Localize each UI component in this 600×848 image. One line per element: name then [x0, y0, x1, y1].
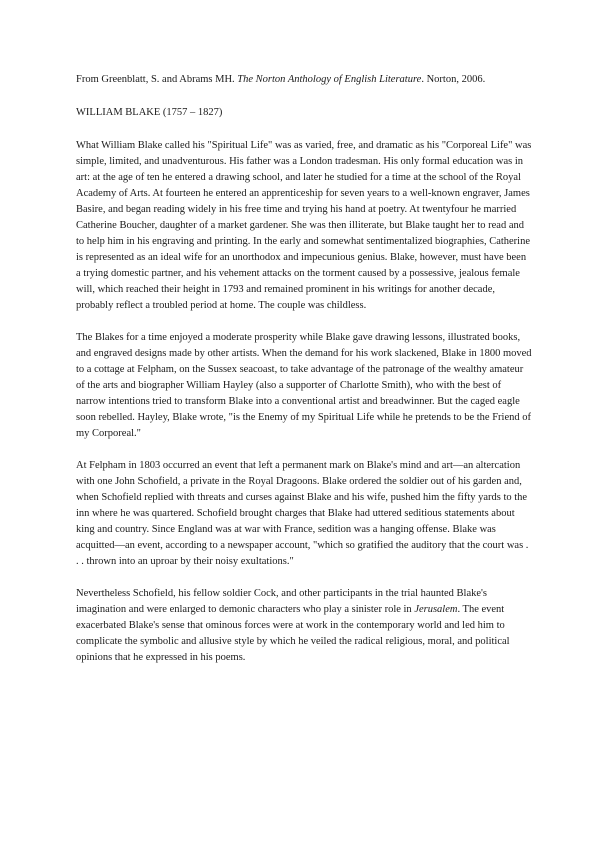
document-page — [76, 72, 532, 666]
citation-authors: From Greenblatt, S. and Abrams MH. — [76, 74, 238, 85]
paragraph-jerusalem-end: . The event exacerbated Blake's sense that ominous forces were at work in the contemporary world and led him to complicate the symbolic and allusive style by which he veiled the radical religious, moral, and political opinions that he expressed in his poems. — [76, 604, 510, 663]
paragraph-jerusalem-start: Nevertheless Schofield, his fellow soldier Cock, and other participants in the trial haunted Blake's imagination and were enlarged to demonic characters who play a sinister role in — [76, 588, 487, 615]
citation-publisher: . Norton, 2006. — [421, 74, 486, 85]
paragraph-biography: What William Blake called his "Spiritual Life" was as varied, free, and dramatic as his "Corporeal Life" was simple, limited, and unadventurous. His father was a London tradesman. His only formal education was in art: at the age of ten he entered a drawing school, and later he studied for a time at the school of the Royal Academy of Arts. At fourteen he entered an apprenticeship for seven years to a well-known engraver, James Basire, and began reading widely in his free time and trying his hand at poetry. At twentyfour he married Catherine Boucher, daughter of a market gardener. She was then illiterate, but Blake taught her to read and to help him in his engraving and printing. In the early and somewhat sentimentalized biographies, Catherine is represented as an ideal wife for an unorthodox and impecunious genius. Blake, however, must have been a trying domestic partner, and his vehement attacks on the torment caused by a possessive, jealous female will, which reached their height in 1793 and remained prominent in his writings for another decade, probably reflect a troubled period at home. The couple was childless. — [76, 140, 532, 311]
source-citation — [76, 72, 532, 88]
paragraph-felpham-move: The Blakes for a time enjoyed a moderate prosperity while Blake gave drawing lessons, illustrated books, and engraved designs made by other artists. When the demand for his work slackened, Blake in 1800 moved to a cottage at Felpham, on the Sussex seacoast, to take advantage of the patronage of the wealthy amateur of the arts and biographer William Hayley (also a supporter of Charlotte Smith), who with the best of narrow intentions tried to transform Blake into a conventional artist and breadwinner. But the caged eagle soon rebelled. Hayley, Blake wrote, "is the Enemy of my Spiritual Life while he pretends to be the Friend of my Corporeal." — [76, 332, 532, 439]
paragraph-jerusalem — [76, 586, 532, 666]
jerusalem-title: Jerusalem — [414, 604, 458, 615]
citation-book-title: The Norton Anthology of English Literature — [237, 74, 422, 85]
paragraph-schofield-trial: At Felpham in 1803 occurred an event that left a permanent mark on Blake's mind and art—an altercation with one John Schofield, a private in the Royal Dragoons. Blake ordered the soldier out of his garden and, when Schofield replied with threats and curses against Blake and his wife, pushed him the fifty yards to the inn where he was quartered. Schofield brought charges that Blake had uttered seditious statements about king and country. Since England was at war with France, sedition was a hanging offense. Blake was acquitted—an event, according to a newspaper account, "which so gratified the auditory that the court was . . . thrown into an uproar by their noisy exultations." — [76, 460, 529, 567]
section-heading: WILLIAM BLAKE (1757 – 1827) — [76, 107, 223, 118]
